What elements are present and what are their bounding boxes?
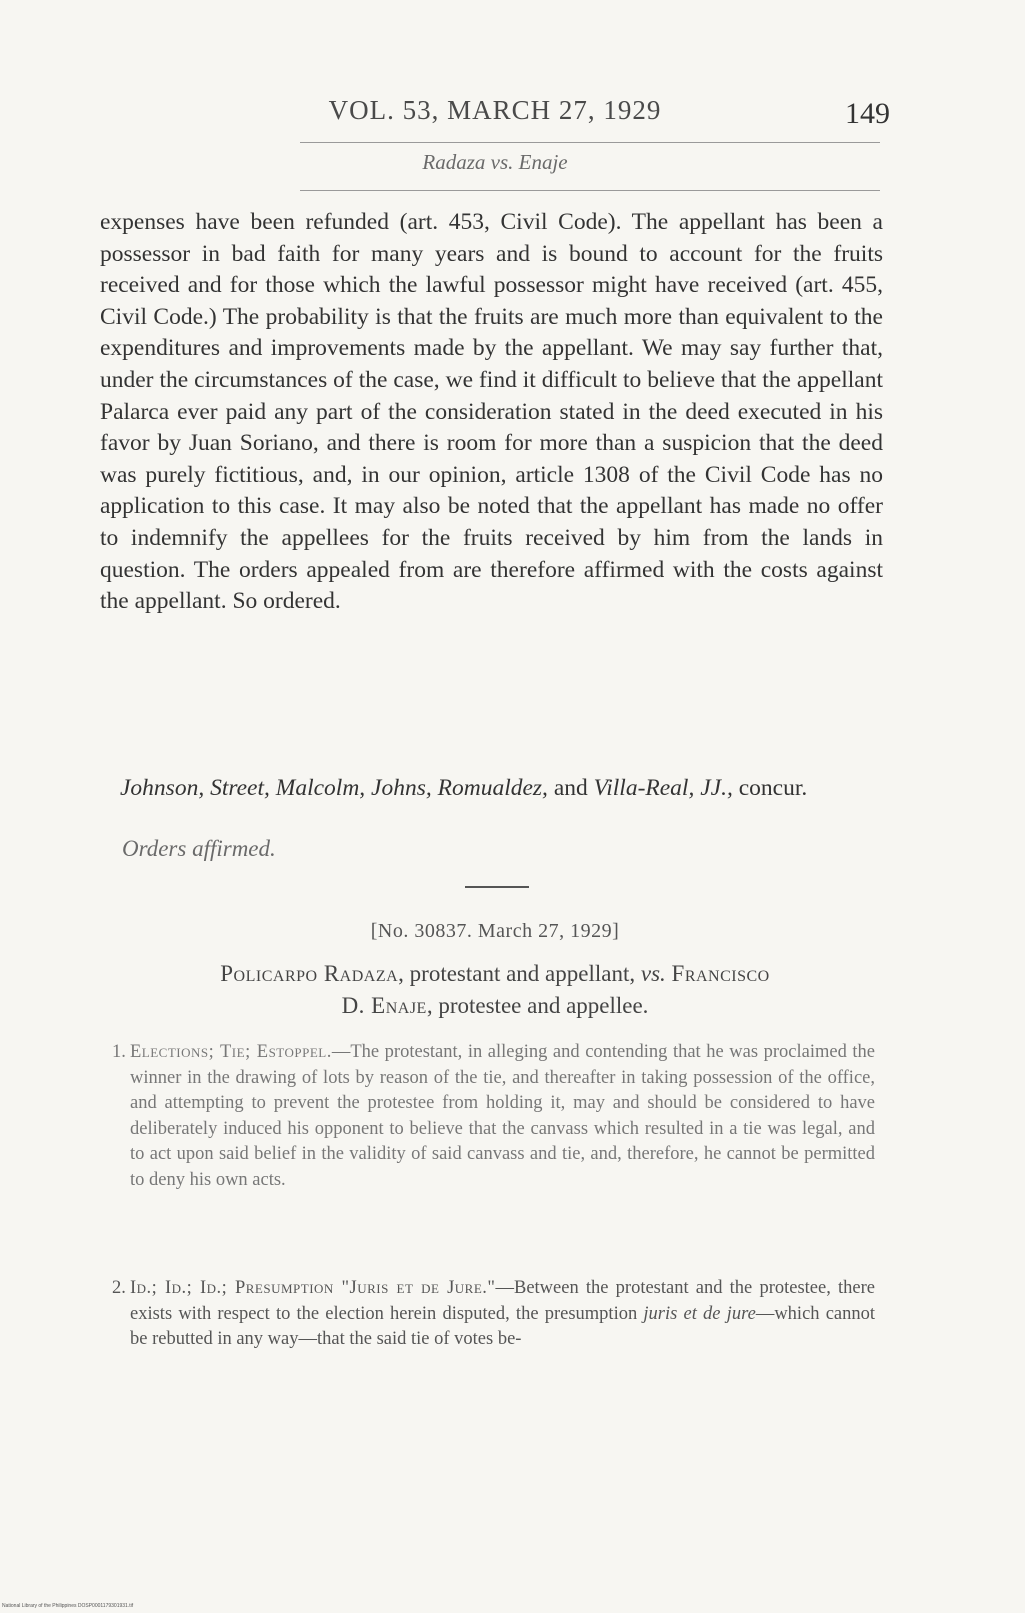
syllabus-number: 2. [112,1278,126,1298]
header-rule-top [300,142,880,143]
syllabus-number: 1. [112,1042,126,1062]
page-number: 149 [845,97,890,130]
case-title-header: Radaza vs. Enaje [422,150,568,174]
concurrence-line [100,772,883,804]
petitioner-role: , protestant and appellant, [398,961,636,986]
opinion-paragraph: expenses have been refunded (art. 453, Civil Code). The appellant has been a possessor in bad faith for many years and is bound to account for the fruits received and for those which the lawful possessor might have received (art. 455, Civil Code.) The probability is that the fruits are much more than equivalent to the expenditures and improvements made by the appellant. We may say further that, under the circumstances of the case, we find it difficult to believe that the appellant Palarca ever paid any part of the consideration stated in the deed executed in his favor by Juan Soriano, and there is room for more than a suspicion that the deed was purely fictitious, and, in our opinion, article 1308 of the Civil Code has no application to this case. It may also be noted that the appellant has made no offer to indemnify the appellees for the fruits received by him from the lands in question. The orders appealed from are therefore affirmed with the costs against the appellant. So ordered. [100,209,883,615]
case-parties [100,958,890,1022]
justices-list: Johnson, Street, Malcolm, Johns, Romualdez, [120,775,548,801]
concur-word: concur. [738,775,808,801]
justices-and: and [553,775,588,801]
running-head [100,95,890,135]
syllabus-text: —Between the protestant and the protestee, there exists with respect to the election herein disputed, the presumption [130,1278,875,1324]
versus: vs. [640,961,666,986]
syllabus-text-continued: —which cannot be rebutted in any way—that the said tie of votes be- [130,1303,876,1350]
header-rule-bottom [300,190,880,191]
respondent-first-name: Francisco [671,961,770,986]
syllabus-headings: Elections; Tie; Estoppel. [130,1042,332,1062]
disposition: Orders affirmed. [122,836,276,861]
docket-line: [No. 30837. March 27, 1929] [370,920,620,942]
section-divider [465,886,529,888]
volume-date-header: VOL. 53, MARCH 27, 1929 [328,95,662,125]
justices-last: Villa-Real, JJ., [593,775,733,801]
syllabus-headings: Id.; Id.; Id.; Presumption "Juris et de Jure." [130,1278,496,1298]
respondent-last-name: D. Enaje [341,993,427,1018]
syllabus-latin-term: juris et de jure [643,1303,756,1324]
syllabus-text: —The protestant, in alleging and contending that he was proclaimed the winner in the drawing of lots by reason of the tie, and thereafter in taking possession of the office, and attempting to prevent the protestee from holding it, may and should be considered to have deliberately induced his opponent to believe that the canvass which resulted in a tie was legal, and to act upon said belief in the validity of said canvass and tie, and, therefore, he cannot be permitted to deny his own acts. [130,1042,875,1190]
petitioner-name: Policarpo Radaza [220,961,399,986]
respondent-role: , protestee and appellee. [426,993,649,1018]
syllabus-item-1 [112,1040,875,1194]
scan-credit: National Library of the Philippines DOSP0001179301931.tif [2,1603,134,1609]
syllabus-item-2 [112,1276,876,1353]
